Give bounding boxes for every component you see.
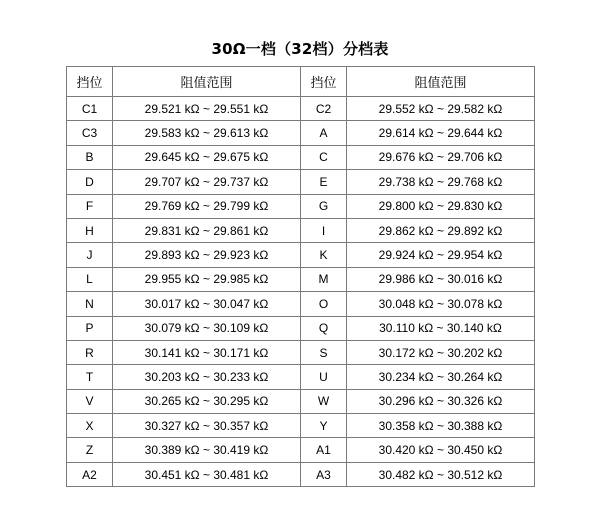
range-cell: 30.048 kΩ ~ 30.078 kΩ	[347, 292, 535, 316]
grade-cell: D	[67, 170, 113, 194]
header-range-left: 阻值范围	[113, 67, 301, 97]
range-cell: 29.552 kΩ ~ 29.582 kΩ	[347, 97, 535, 121]
table-row	[67, 194, 535, 218]
range-cell: 30.203 kΩ ~ 30.233 kΩ	[113, 365, 301, 389]
grade-cell: X	[67, 414, 113, 438]
grade-cell: V	[67, 389, 113, 413]
grade-cell: H	[67, 218, 113, 242]
range-cell: 30.141 kΩ ~ 30.171 kΩ	[113, 340, 301, 364]
range-cell: 29.800 kΩ ~ 29.830 kΩ	[347, 194, 535, 218]
range-cell: 29.614 kΩ ~ 29.644 kΩ	[347, 121, 535, 145]
range-cell: 29.955 kΩ ~ 29.985 kΩ	[113, 267, 301, 291]
table-row	[67, 340, 535, 364]
range-cell: 29.707 kΩ ~ 29.737 kΩ	[113, 170, 301, 194]
range-cell: 29.893 kΩ ~ 29.923 kΩ	[113, 243, 301, 267]
grade-cell: J	[67, 243, 113, 267]
range-cell: 30.420 kΩ ~ 30.450 kΩ	[347, 438, 535, 462]
grade-cell: A2	[67, 462, 113, 486]
grade-cell: R	[67, 340, 113, 364]
grade-cell: C1	[67, 97, 113, 121]
grade-cell: K	[301, 243, 347, 267]
table-row	[67, 267, 535, 291]
range-cell: 30.265 kΩ ~ 30.295 kΩ	[113, 389, 301, 413]
range-cell: 29.769 kΩ ~ 29.799 kΩ	[113, 194, 301, 218]
grade-cell: S	[301, 340, 347, 364]
grade-cell: Y	[301, 414, 347, 438]
header-grade-left: 挡位	[67, 67, 113, 97]
range-cell: 30.451 kΩ ~ 30.481 kΩ	[113, 462, 301, 486]
range-cell: 30.079 kΩ ~ 30.109 kΩ	[113, 316, 301, 340]
table-header-row	[67, 67, 535, 97]
range-cell: 30.389 kΩ ~ 30.419 kΩ	[113, 438, 301, 462]
grade-cell: A3	[301, 462, 347, 486]
page-title: 30Ω一档（32档）分档表	[211, 40, 389, 58]
grade-cell: F	[67, 194, 113, 218]
grade-cell: Z	[67, 438, 113, 462]
grade-table	[66, 66, 535, 487]
table-row	[67, 121, 535, 145]
table-row	[67, 170, 535, 194]
grade-cell: U	[301, 365, 347, 389]
grade-cell: C	[301, 145, 347, 169]
grade-cell: M	[301, 267, 347, 291]
range-cell: 29.986 kΩ ~ 30.016 kΩ	[347, 267, 535, 291]
range-cell: 29.738 kΩ ~ 29.768 kΩ	[347, 170, 535, 194]
table-row	[67, 145, 535, 169]
range-cell: 29.831 kΩ ~ 29.861 kΩ	[113, 218, 301, 242]
grade-cell: O	[301, 292, 347, 316]
header-grade-right: 挡位	[301, 67, 347, 97]
table-row	[67, 97, 535, 121]
grade-cell: C3	[67, 121, 113, 145]
grade-cell: Q	[301, 316, 347, 340]
grade-cell: I	[301, 218, 347, 242]
grade-cell: W	[301, 389, 347, 413]
grade-cell: A	[301, 121, 347, 145]
grade-cell: B	[67, 145, 113, 169]
range-cell: 30.296 kΩ ~ 30.326 kΩ	[347, 389, 535, 413]
grade-cell: T	[67, 365, 113, 389]
range-cell: 30.017 kΩ ~ 30.047 kΩ	[113, 292, 301, 316]
range-cell: 29.583 kΩ ~ 29.613 kΩ	[113, 121, 301, 145]
range-cell: 29.862 kΩ ~ 29.892 kΩ	[347, 218, 535, 242]
table-body	[67, 97, 535, 487]
table-row	[67, 414, 535, 438]
table-row	[67, 365, 535, 389]
table-row	[67, 218, 535, 242]
grade-cell: L	[67, 267, 113, 291]
range-cell: 30.234 kΩ ~ 30.264 kΩ	[347, 365, 535, 389]
range-cell: 30.358 kΩ ~ 30.388 kΩ	[347, 414, 535, 438]
range-cell: 29.645 kΩ ~ 29.675 kΩ	[113, 145, 301, 169]
table-row	[67, 243, 535, 267]
range-cell: 30.110 kΩ ~ 30.140 kΩ	[347, 316, 535, 340]
grade-cell: E	[301, 170, 347, 194]
range-cell: 29.521 kΩ ~ 29.551 kΩ	[113, 97, 301, 121]
range-cell: 30.327 kΩ ~ 30.357 kΩ	[113, 414, 301, 438]
table-row	[67, 438, 535, 462]
table-row	[67, 316, 535, 340]
header-range-right: 阻值范围	[347, 67, 535, 97]
table-row	[67, 292, 535, 316]
table-row	[67, 462, 535, 486]
grade-cell: A1	[301, 438, 347, 462]
grade-cell: G	[301, 194, 347, 218]
range-cell: 29.924 kΩ ~ 29.954 kΩ	[347, 243, 535, 267]
range-cell: 30.172 kΩ ~ 30.202 kΩ	[347, 340, 535, 364]
range-cell: 30.482 kΩ ~ 30.512 kΩ	[347, 462, 535, 486]
grade-cell: N	[67, 292, 113, 316]
table-row	[67, 389, 535, 413]
grade-cell: C2	[301, 97, 347, 121]
grade-cell: P	[67, 316, 113, 340]
range-cell: 29.676 kΩ ~ 29.706 kΩ	[347, 145, 535, 169]
